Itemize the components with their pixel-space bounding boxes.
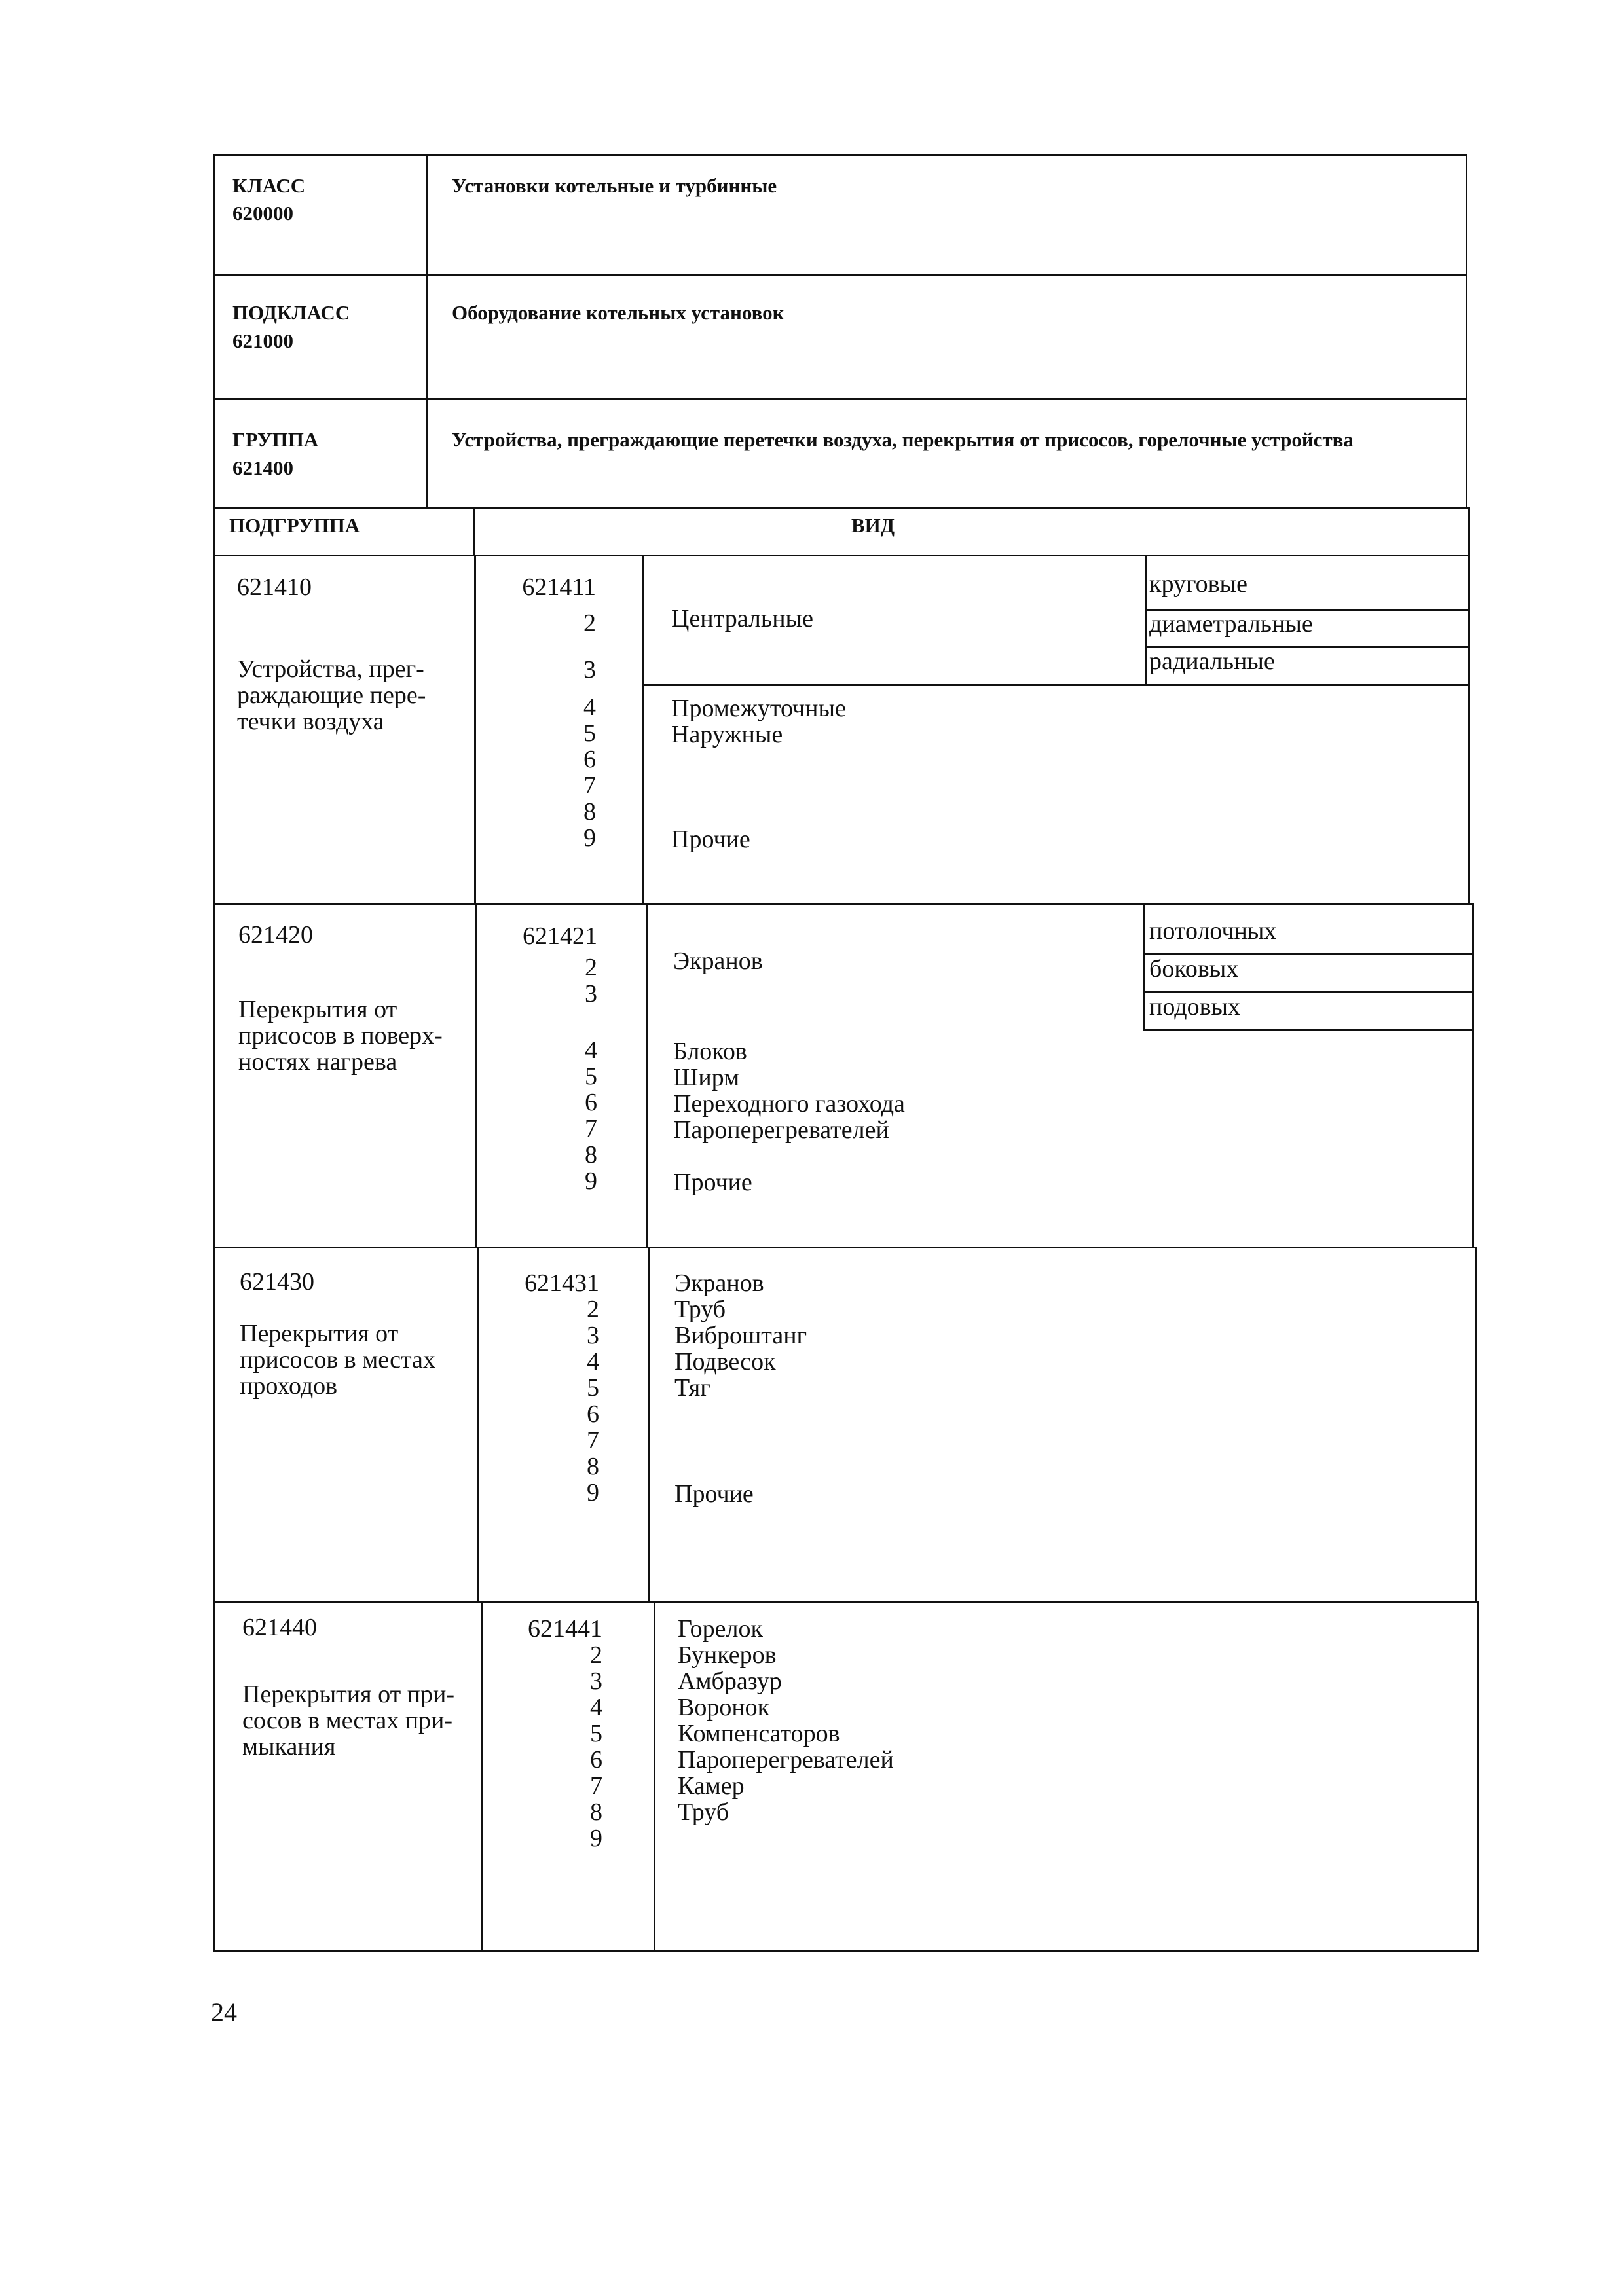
vid-code: 7 (587, 1427, 599, 1454)
subgroup-name-line: течки воздуха (237, 708, 384, 735)
vid-item: Промежуточные (671, 695, 846, 722)
vid-code: 9 (587, 1479, 599, 1506)
vid-item: Прочие (671, 826, 750, 853)
vid-code: 9 (585, 1167, 597, 1195)
vid-item: Прочие (673, 1169, 752, 1196)
section-621430 (213, 1247, 1477, 1603)
code-column-divider (481, 1601, 483, 1952)
vid-code: 5 (585, 1063, 597, 1090)
vid-code: 8 (585, 1141, 597, 1169)
podklass-code: 621000 (232, 329, 293, 352)
vid-item: Камер (678, 1772, 745, 1800)
podklass-label: ПОДКЛАСС (232, 301, 350, 324)
subgroup-name-line: проходов (240, 1372, 338, 1400)
vid-code: 2 (587, 1296, 599, 1323)
subgroup-name-line: Устройства, прег- (237, 655, 424, 683)
vid-item: Труб (678, 1798, 729, 1826)
vid-item: Центральные (671, 605, 813, 632)
subtype-line (1143, 1029, 1474, 1031)
subtype-label: радиальные (1149, 647, 1275, 675)
vid-item: Наружные (671, 721, 783, 748)
subtype-column-divider (1145, 555, 1147, 685)
vid-item: Ширм (673, 1064, 740, 1091)
subgroup-code: 621410 (237, 574, 312, 601)
vid-code: 6 (585, 1089, 597, 1116)
subtype-label: боковых (1149, 955, 1239, 983)
subgroup-name-line: сосов в местах при- (242, 1707, 453, 1734)
vid-code: 4 (585, 1036, 597, 1064)
vid-code: 9 (590, 1825, 602, 1852)
vid-item: Амбразур (678, 1667, 782, 1695)
subgroup-name-line: присосов в поверх- (238, 1022, 443, 1049)
vid-item: Бункеров (678, 1641, 777, 1669)
vid-item: Компенсаторов (678, 1720, 840, 1747)
vid-item: Экранов (674, 1269, 764, 1297)
items-column-divider (654, 1601, 655, 1952)
vid-item: Блоков (673, 1038, 747, 1065)
header-row-line (213, 274, 1467, 276)
vid-code: 7 (585, 1115, 597, 1142)
vid-code: 7 (590, 1772, 602, 1800)
vid-item: Воронок (678, 1694, 770, 1721)
klass-title: Установки котельные и турбинные (452, 174, 777, 197)
items-column-divider (646, 903, 648, 1248)
subtype-label: круговые (1149, 570, 1247, 598)
vid-item: Тяг (674, 1374, 710, 1402)
vid-item: Экранов (673, 947, 763, 975)
klass-label: КЛАСС (232, 174, 306, 197)
vid-column-header: ВИД (851, 514, 895, 537)
vid-item: Горелок (678, 1615, 763, 1643)
subgroup-name-line: мыкания (242, 1733, 336, 1760)
subtype-label: потолочных (1149, 917, 1277, 945)
vid-item: Пароперегревателей (673, 1116, 889, 1144)
column-header-row (213, 507, 1470, 556)
header-row-line (213, 398, 1467, 400)
vid-item: Труб (674, 1296, 726, 1323)
gruppa-title: Устройства, преграждающие перетечки воздуха, перекрытия от присосов, горелочные устройства (452, 428, 1354, 451)
vid-code: 4 (587, 1348, 599, 1376)
column-header-divider (473, 507, 475, 556)
vid-code: 6 (587, 1400, 599, 1428)
items-column-divider (642, 555, 644, 905)
header-divider (426, 154, 428, 509)
vid-code: 2 (590, 1641, 602, 1669)
subtype-label: подовых (1149, 993, 1241, 1021)
podklass-title: Оборудование котельных установок (452, 301, 784, 324)
page-number: 24 (211, 1997, 237, 2027)
vid-code: 3 (590, 1667, 602, 1695)
vid-code: 5 (583, 720, 596, 747)
subgroup-code: 621440 (242, 1614, 317, 1641)
vid-code: 8 (583, 798, 596, 826)
vid-code: 5 (590, 1720, 602, 1747)
vid-item: Виброштанг (674, 1322, 807, 1349)
vid-code: 3 (587, 1322, 599, 1349)
vid-code: 2 (585, 954, 597, 981)
gruppa-code: 621400 (232, 456, 293, 479)
vid-code: 4 (590, 1694, 602, 1721)
vid-code: 621441 (528, 1615, 602, 1643)
vid-code: 8 (590, 1798, 602, 1826)
code-column-divider (475, 903, 477, 1248)
code-column-divider (477, 1247, 479, 1603)
subgroup-name-line: Перекрытия от (238, 996, 397, 1023)
vid-item: Прочие (674, 1480, 754, 1508)
vid-code: 5 (587, 1374, 599, 1402)
section-621420 (213, 903, 1474, 1248)
subgroup-column-header: ПОДГРУППА (229, 514, 360, 537)
items-column-divider (648, 1247, 650, 1603)
vid-code: 3 (583, 656, 596, 683)
vid-code: 7 (583, 772, 596, 799)
vid-code: 621411 (522, 574, 596, 601)
gruppa-label: ГРУППА (232, 428, 319, 451)
vid-code: 3 (585, 980, 597, 1008)
subgroup-name-line: ностях нагрева (238, 1048, 397, 1076)
vid-code: 4 (583, 693, 596, 721)
subtype-line (642, 684, 1470, 686)
subgroup-name-line: раждающие пере- (237, 682, 426, 709)
subgroup-code: 621420 (238, 921, 313, 949)
vid-code: 2 (583, 610, 596, 637)
header-frame (213, 154, 1467, 509)
vid-code: 6 (590, 1746, 602, 1774)
vid-item: Пароперегревателей (678, 1746, 894, 1774)
vid-code: 9 (583, 824, 596, 852)
vid-item: Переходного газохода (673, 1090, 905, 1118)
subtype-column-divider (1143, 903, 1145, 1031)
section-621410 (213, 555, 1470, 905)
code-column-divider (474, 555, 476, 905)
subgroup-code: 621430 (240, 1268, 314, 1296)
vid-item: Подвесок (674, 1348, 776, 1376)
vid-code: 621431 (525, 1269, 599, 1297)
section-621440 (213, 1601, 1479, 1952)
subtype-label: диаметральные (1149, 610, 1313, 638)
subgroup-name-line: Перекрытия от (240, 1320, 399, 1347)
subgroup-name-line: Перекрытия от при- (242, 1681, 455, 1708)
vid-code: 8 (587, 1453, 599, 1480)
vid-code: 621421 (523, 922, 597, 950)
subgroup-name-line: присосов в местах (240, 1346, 435, 1374)
klass-code: 620000 (232, 202, 293, 225)
vid-code: 6 (583, 746, 596, 773)
